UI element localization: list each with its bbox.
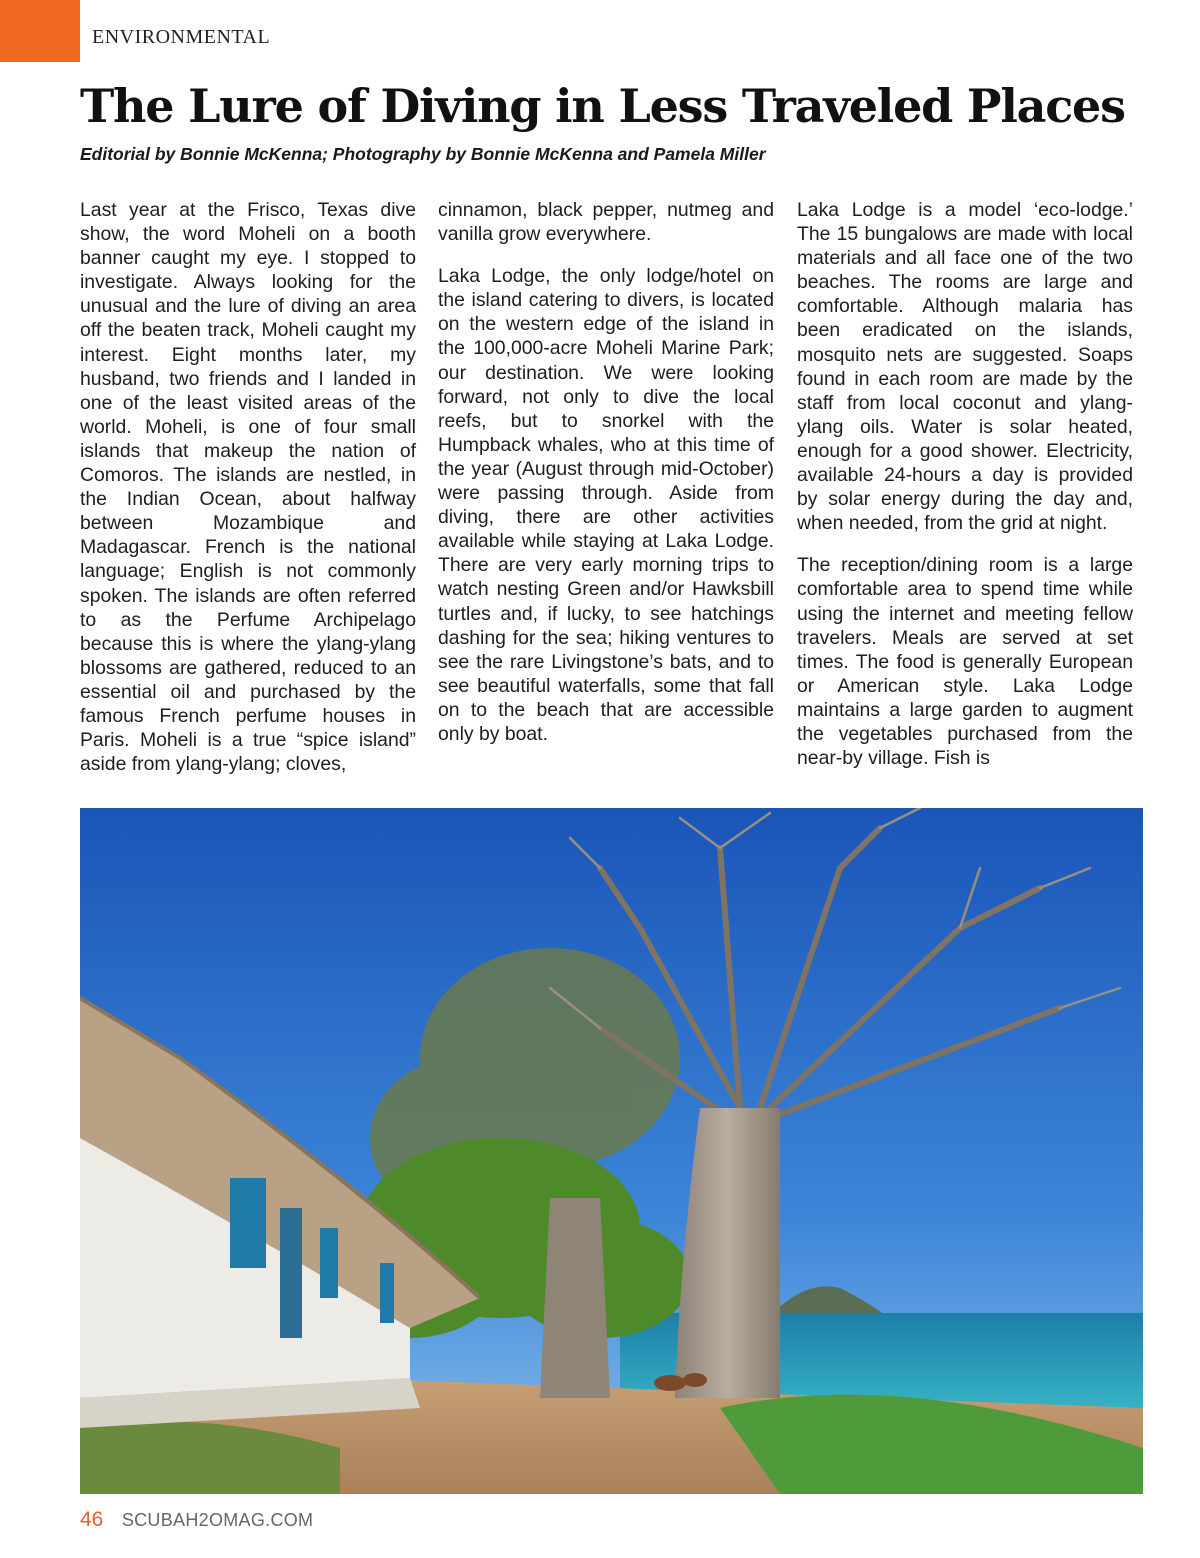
paragraph: cinnamon, black pepper, nutmeg and vanilla grow everywhere. xyxy=(438,199,774,246)
baobab-beach-lodge-image xyxy=(80,808,1143,1494)
article-title: The Lure of Diving in Less Traveled Places xyxy=(80,79,1125,133)
site-url: SCUBAH2OMAG.COM xyxy=(121,1510,314,1530)
section-color-tab xyxy=(0,0,80,62)
paragraph: Last year at the Frisco, Texas dive show, the word Moheli on a booth banner caught my eye. I stopped to investigate. Always looking for the unusual and the lure of diving an area off the beaten track, Moheli caught my interest. Eight months later, my husband, two friends and I landed in one of the least visited areas of the world. Moheli, is one of four small islands that makeup the nation of Comoros. The islands are nestled, in the Indian Ocean, about halfway between Mozambique and Madagascar. French is the national language; English is not commonly spoken. The islands are often referred to as the Perfume Archipelago because this is where the ylang-ylang blossoms are gathered, reduced to an essential oil and purchased by the famous French perfume houses in Paris. Moheli is a true “spice island” aside from ylang-ylang; cloves, xyxy=(80,199,416,776)
paragraph: Laka Lodge, the only lodge/hotel on the island catering to divers, is located on the western edge of the island in the 100,000-acre Moheli Marine Park; our destination. We were looking forward, not only to dive the local reefs, but to snorkel with the Humpback whales, who at this time of the year (August through mid-October) were passing through. Aside from diving, there are other activities available while staying at Laka Lodge. There are very early morning trips to watch nesting Green and/or Hawksbill turtles and, if lucky, to see hatchings dashing for the sea; hiking ventures to see the rare Livingstone’s bats, and to see beautiful waterfalls, some that fall on to the beach that are accessible only by boat. xyxy=(438,265,774,745)
page-number: 46 xyxy=(80,1508,104,1531)
article-body xyxy=(80,198,1140,778)
text-column-2 xyxy=(438,198,774,764)
paragraph: Laka Lodge is a model ‘eco-lodge.’ The 15 bungalows are made with local materials and all face one of the two beaches. The rooms are large and comfortable. Although malaria has been eradicated on the islands, mosquito nets are suggested. Soaps found in each room are made by the staff from local coconut and ylang-ylang oils. Water is solar heated, enough for a good shower. Electricity, available 24-hours a day is provided by solar energy during the day and, when needed, from the grid at night. xyxy=(797,199,1133,535)
article-byline: Editorial by Bonnie McKenna; Photography by Bonnie McKenna and Pamela Miller xyxy=(80,144,766,164)
text-column-3 xyxy=(797,198,1133,788)
page-footer xyxy=(80,1508,313,1532)
section-label: ENVIRONMENTAL xyxy=(92,26,271,48)
article-photo xyxy=(80,808,1143,1494)
paragraph: The reception/dining room is a large comfortable area to spend time while using the internet and meeting fellow travelers. Meals are served at set times. The food is generally European or American style. Laka Lodge maintains a large garden to augment the vegetables purchased from the near-by village. Fish is xyxy=(797,554,1133,770)
text-column-1 xyxy=(80,198,416,794)
